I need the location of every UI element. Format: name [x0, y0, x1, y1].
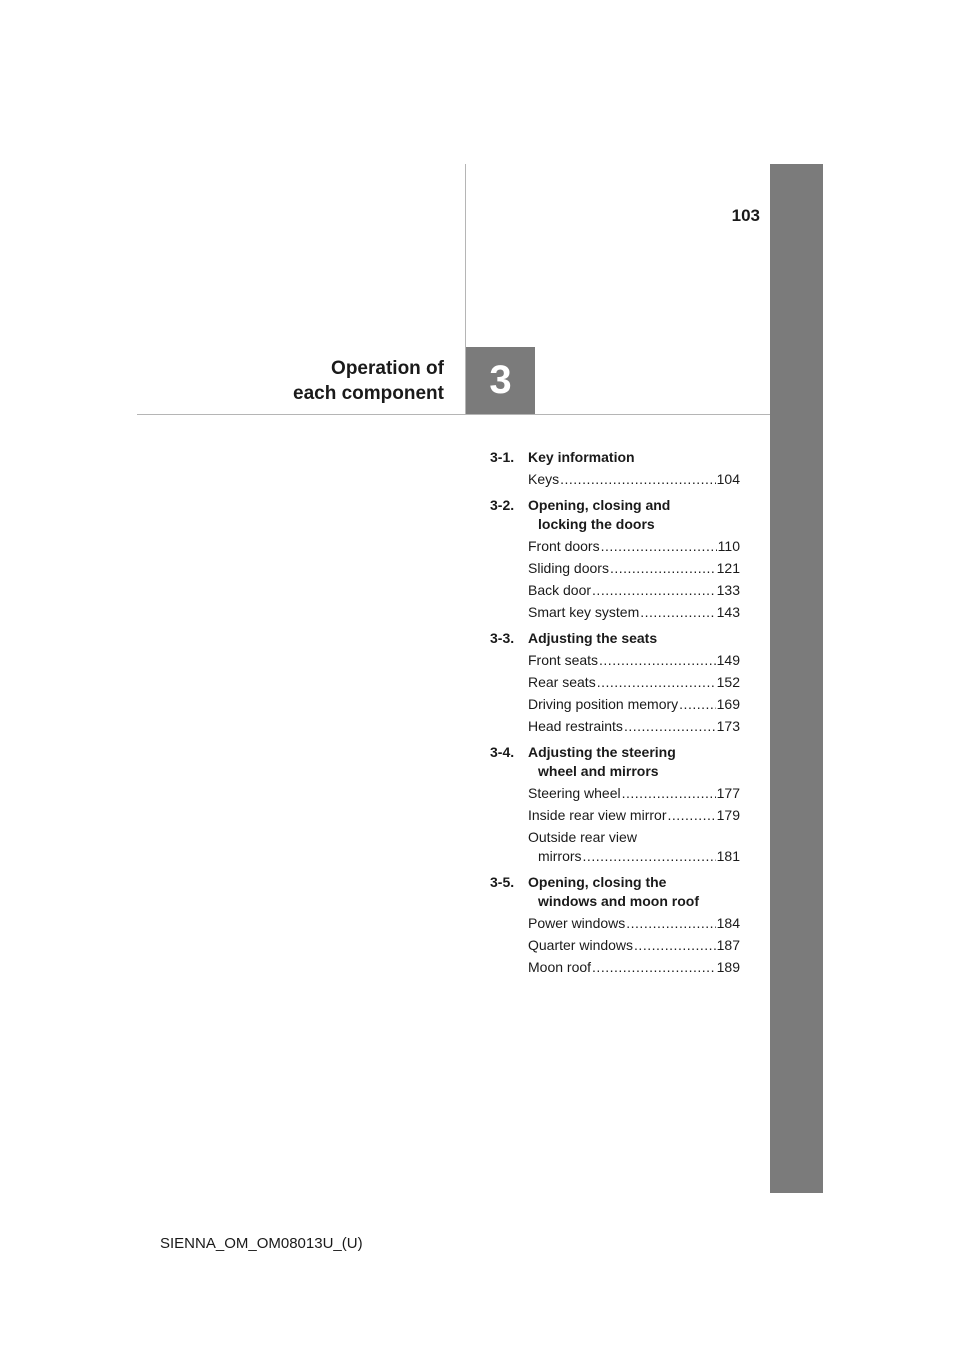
- toc-entry-label: Front doors: [528, 538, 600, 554]
- toc-entry-page: 104: [716, 471, 740, 487]
- toc-entry[interactable]: [528, 559, 740, 578]
- dot-leader: [634, 936, 716, 955]
- toc-entry-page: 143: [716, 604, 740, 620]
- toc-section-title: [528, 629, 657, 648]
- toc-entry-page: 177: [716, 785, 740, 801]
- toc-entry-label: Steering wheel: [528, 785, 621, 801]
- toc-section-title-line: Opening, closing the: [528, 874, 667, 890]
- toc-entry[interactable]: [528, 651, 740, 670]
- toc-entry[interactable]: [528, 717, 740, 736]
- toc-section-heading[interactable]: [490, 629, 740, 648]
- document-id: SIENNA_OM_OM08013U_(U): [160, 1235, 363, 1252]
- toc-entry-label: Inside rear view mirror: [528, 807, 667, 823]
- toc-section-title: [528, 448, 635, 467]
- dot-leader: [667, 806, 715, 825]
- toc-entry-page: 187: [716, 937, 740, 953]
- toc-entry-label: Quarter windows: [528, 937, 634, 953]
- toc-section-title-line: locking the doors: [538, 516, 655, 532]
- dot-leader: [610, 559, 716, 578]
- toc-section-title: [528, 873, 699, 911]
- chapter-number-box: 3: [466, 347, 535, 414]
- toc-entry-label-continued: mirrors: [538, 848, 582, 864]
- toc-entry[interactable]: [528, 914, 740, 933]
- toc-entry-label: Front seats: [528, 652, 599, 668]
- toc-section-number: 3-1.: [490, 449, 515, 465]
- dot-leader: [592, 958, 716, 977]
- toc-entry-page: 133: [716, 582, 740, 598]
- chapter-title: [200, 356, 444, 406]
- toc-entry-label: Smart key system: [528, 604, 640, 620]
- toc-section-number: 3-5.: [490, 874, 515, 890]
- dot-leader: [679, 695, 715, 714]
- toc-entry-label: Keys: [528, 471, 560, 487]
- toc-entry[interactable]: [528, 470, 740, 489]
- toc-entry-label: Moon roof: [528, 959, 592, 975]
- toc-entry-label: Outside rear view: [528, 829, 637, 845]
- toc-entry-page: 173: [716, 718, 740, 734]
- toc-section-number: 3-3.: [490, 630, 515, 646]
- toc-entry-page: 110: [717, 538, 740, 554]
- dot-leader: [601, 537, 717, 556]
- toc-section-title-line: Adjusting the seats: [528, 630, 658, 646]
- toc-entry-page: 169: [716, 696, 740, 712]
- toc-section-title-line: Adjusting the steering: [528, 744, 676, 760]
- toc-section-title-line: wheel and mirrors: [538, 763, 659, 779]
- toc-entry-page: 189: [716, 959, 740, 975]
- toc-entry[interactable]: [528, 936, 740, 955]
- toc-section-heading[interactable]: [490, 496, 740, 534]
- toc-entry[interactable]: [528, 695, 740, 714]
- toc-entry-page: 149: [716, 652, 740, 668]
- toc-entry-continuation: [528, 847, 740, 866]
- toc-entry-label: Driving position memory: [528, 696, 679, 712]
- dot-leader: [592, 581, 716, 600]
- toc-entry-label: Back door: [528, 582, 592, 598]
- dot-leader: [597, 673, 716, 692]
- toc-entry-page: 181: [716, 848, 740, 864]
- toc-entry-page: 184: [716, 915, 740, 931]
- toc-entry-page: 179: [716, 807, 740, 823]
- toc-section-number: 3-4.: [490, 744, 515, 760]
- toc-entry-page: 152: [716, 674, 740, 690]
- chapter-thumb-tab: [770, 164, 823, 1193]
- toc-entry[interactable]: [528, 806, 740, 825]
- dot-leader: [626, 914, 715, 933]
- horizontal-divider: [137, 414, 770, 415]
- chapter-title-line2: each component: [293, 383, 444, 404]
- chapter-title-line1: Operation of: [331, 358, 444, 379]
- dot-leader: [640, 603, 715, 622]
- dot-leader: [622, 784, 716, 803]
- toc-entry[interactable]: [528, 603, 740, 622]
- toc-section-title-line: Key information: [528, 449, 635, 465]
- toc-section-heading[interactable]: [490, 873, 740, 911]
- toc-entry[interactable]: [528, 537, 740, 556]
- toc-section-heading[interactable]: [490, 448, 740, 467]
- table-of-contents: [490, 448, 740, 977]
- toc-entry-label: Power windows: [528, 915, 626, 931]
- toc-entry-label: Rear seats: [528, 674, 596, 690]
- toc-section-title-line: windows and moon roof: [538, 893, 699, 909]
- toc-entry-label: Head restraints: [528, 718, 623, 734]
- toc-entry[interactable]: [528, 581, 740, 600]
- page-number: 103: [731, 206, 760, 225]
- toc-section-title: [528, 743, 676, 781]
- dot-leader: [599, 651, 716, 670]
- toc-section-heading[interactable]: [490, 743, 740, 781]
- dot-leader: [624, 717, 716, 736]
- dot-leader: [560, 470, 716, 489]
- toc-section-title-line: Opening, closing and: [528, 497, 671, 513]
- toc-entry[interactable]: [528, 784, 740, 803]
- toc-entry-label: Sliding doors: [528, 560, 609, 576]
- toc-section-number: 3-2.: [490, 497, 515, 513]
- toc-section-title: [528, 496, 670, 534]
- toc-entry-page: 121: [716, 560, 740, 576]
- toc-entry[interactable]: [528, 673, 740, 692]
- dot-leader: [583, 847, 716, 866]
- toc-entry[interactable]: [528, 958, 740, 977]
- toc-entry[interactable]: [528, 828, 740, 866]
